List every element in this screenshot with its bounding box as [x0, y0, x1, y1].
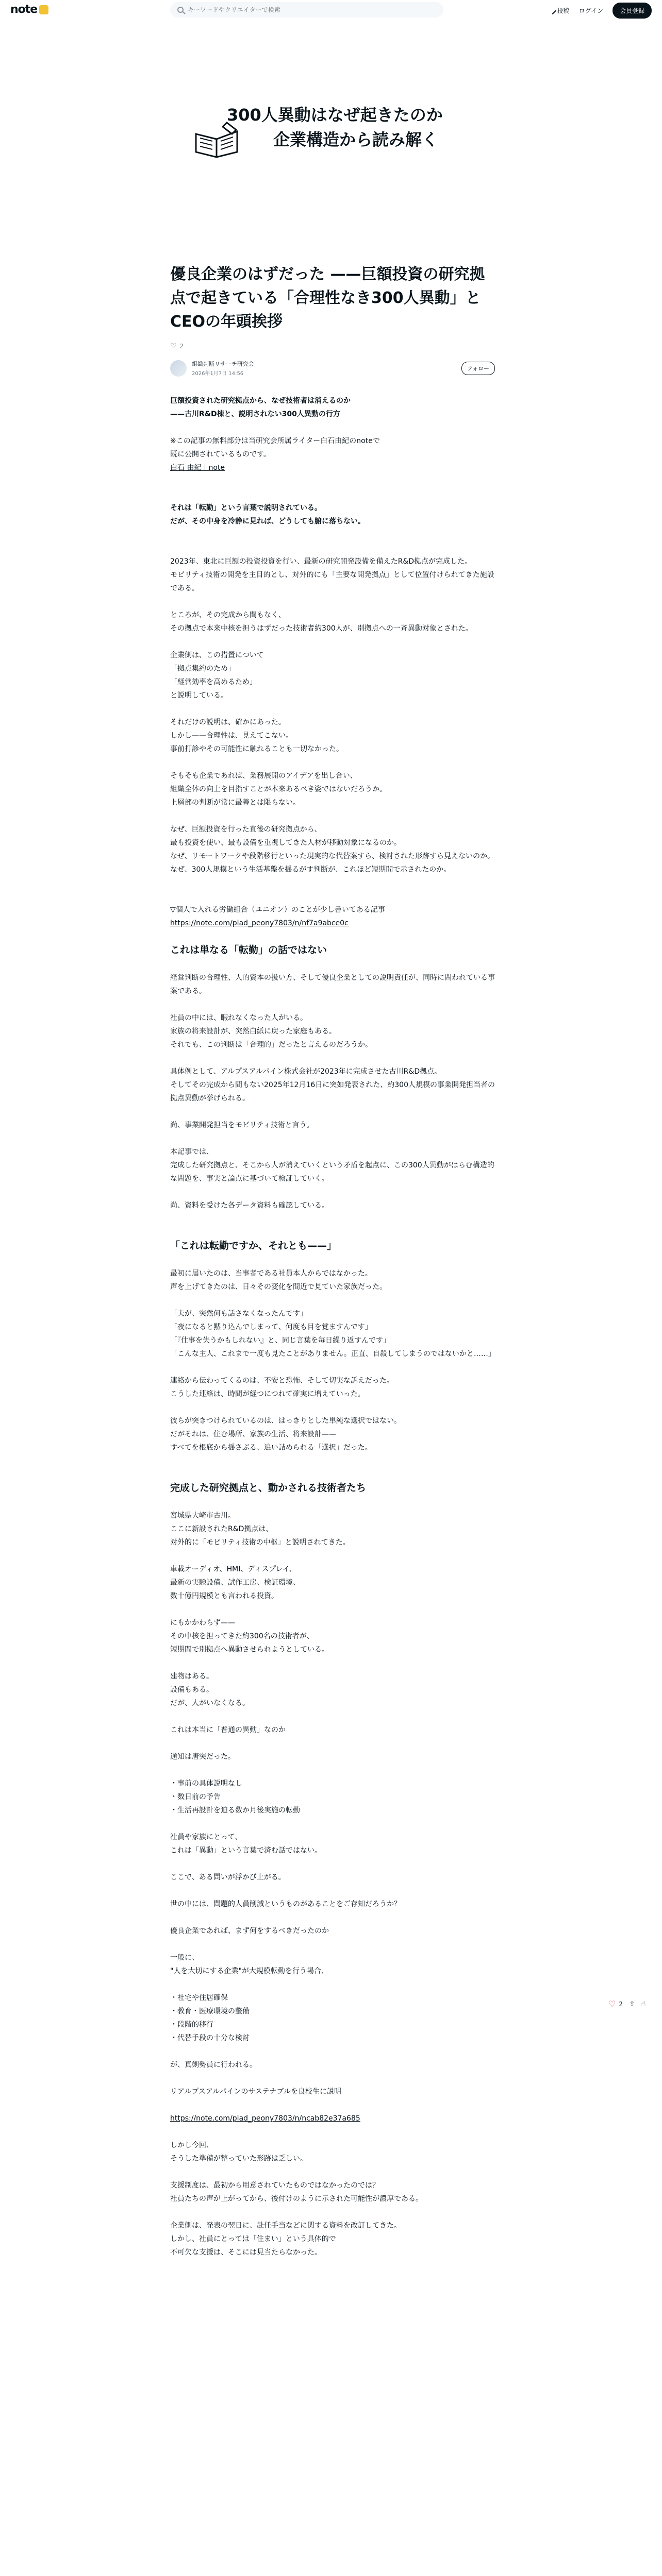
logo-badge-icon: [39, 5, 48, 14]
paragraph-line: 社員や家族にとって、: [170, 1833, 242, 1841]
heart-icon[interactable]: ♡: [170, 342, 177, 350]
follow-button[interactable]: フォロー: [461, 362, 495, 375]
paragraph: [170, 1011, 495, 1052]
like-row: [170, 342, 495, 350]
paragraph: [170, 1924, 495, 1938]
paragraph-line: 事前打診やその可能性に触れることも一切なかった。: [170, 745, 343, 753]
paragraph-line: これは本当に「普通の異動」なのか: [170, 1726, 286, 1734]
paragraph: [170, 1374, 495, 1401]
paragraph-line: にもかかわらず——: [170, 1619, 235, 1627]
paragraph-line: 彼らが突きつけられているのは、はっきりとした単純な選択ではない。: [170, 1417, 401, 1425]
paragraph-line: 連絡から伝わってくるのは、不安と恐怖、そして切実な訴えだった。: [170, 1377, 394, 1385]
paragraph-line: 本記事では、: [170, 1148, 213, 1156]
paragraph-line: 最新の実験設備、試作工房、検証環境、: [170, 1579, 300, 1587]
paragraph: [170, 1777, 495, 1817]
union-link[interactable]: https://note.com/plad_peony7803/n/nf7a9abce0c: [170, 919, 349, 927]
paragraph-line: 短期間で別拠点へ異動させられようとしている。: [170, 1646, 329, 1654]
paragraph-line: 対外的に「モビリティ技術の中枢」と説明されてきた。: [170, 1538, 350, 1547]
lead-heading: ——古川R&D棟と、説明されない300人異動の行方: [170, 410, 340, 418]
paragraph-line: なぜ、300人規模という生活基盤を揺るがす判断が、これほど短期間で示されたのか。: [170, 866, 451, 874]
paragraph: [170, 2179, 495, 2206]
paragraph-line: 尚、資料を受けた各データ資料も確認している。: [170, 1201, 329, 1210]
paragraph-line: 家族の将来設計が、突然白紙に戻った家庭もある。: [170, 1027, 336, 1036]
top-header: [0, 0, 662, 21]
paragraph-line: 不可欠な支援は、そこには見当たらなかった。: [170, 2248, 322, 2257]
header-actions: [550, 3, 652, 19]
paragraph: [170, 2085, 495, 2098]
paragraph-line: しかし——合理性は、見えてこない。: [170, 732, 293, 740]
paragraph-line: ・代替手段の十分な検討: [170, 2034, 250, 2042]
paragraph-line: そしてその完成から間もない2025年12月16日に突如発表された、約300人規模の事業開発担当者の拠点異動が挙げられる。: [170, 1081, 495, 1103]
paragraph-line: 「夫が、突然何も話さなくなったんです」: [170, 1310, 307, 1318]
paragraph-line: 世の中には、問題的人員削減というものがあることをご存知だろうか？: [170, 1900, 401, 1908]
login-link[interactable]: ログイン: [578, 7, 603, 14]
paragraph: [170, 716, 495, 756]
paragraph: [170, 1750, 495, 1764]
union-note: ▽個人で入れる労働組合（ユニオン）のことが少し書いてある記事: [170, 906, 385, 914]
paragraph: [170, 1951, 495, 1978]
paragraph-line: 車載オーディオ、HMI、ディスプレイ、: [170, 1565, 296, 1573]
paragraph-line: 「夜になると黙り込んでしまって、何度も目を覚ますんです」: [170, 1323, 372, 1331]
paragraph-group: [170, 971, 495, 1226]
paragraph-line: 企業側は、発表の翌日に、赴任手当などに関する資料を改訂してきた。: [170, 2222, 401, 2230]
paragraph-line: ここに新設されたR&D拠点は、: [170, 1525, 273, 1533]
paragraph-line: 建物はある。: [170, 1672, 213, 1681]
paragraph-line: 組織全体の向上を目指すことが本来あるべき姿ではないだろうか。: [170, 785, 387, 793]
paragraph-line: ・段階的移行: [170, 2021, 213, 2029]
paragraph: [170, 2058, 495, 2072]
section-heading: 「これは転勤ですか、それとも——」: [170, 1240, 337, 1251]
paragraph-line: 経営判断の合理性、人的資本の扱い方、そして優良企業としての説明責任が、同時に問われている事案である。: [170, 974, 495, 995]
lead-note: 既に公開されているものです。: [170, 450, 271, 459]
paragraph-line: だがそれは、住む場所、家族の生活、将来設計——: [170, 1430, 336, 1438]
share-icon[interactable]: ⇪: [628, 1999, 635, 2008]
paragraph-line: なぜ、巨額投資を行った直後の研究拠点から、: [170, 825, 322, 834]
paragraph-line: それだけの説明は、確かにあった。: [170, 718, 286, 726]
paragraph: [170, 1723, 495, 1737]
floating-actions: [608, 1999, 646, 2009]
paragraph-line: 具体例として、アルプスアルパイン株式会社が2023年に完成させた古川R&D拠点。: [170, 1067, 442, 1076]
like-count: 2: [179, 343, 184, 350]
paragraph-line: これは「異動」という言葉で済む話ではない。: [170, 1846, 322, 1855]
pencil-icon: [549, 7, 556, 14]
paragraph: [170, 823, 495, 876]
paragraph: [170, 1118, 495, 1132]
paragraph: [170, 1670, 495, 1710]
search-input[interactable]: [188, 6, 415, 13]
paragraph-line: 最も投資を使い、最も設備を重視してきた人材が移動対象になるのか。: [170, 839, 401, 847]
logo-text: note: [10, 3, 38, 16]
paragraph: [170, 649, 495, 702]
paragraph: [170, 1267, 495, 1294]
section-heading: これは単なる「転勤」の話ではない: [170, 944, 327, 956]
paragraph: [170, 1871, 495, 1884]
paragraph-group: [170, 1267, 495, 1468]
paragraph-line: 2023年、東北に巨額の投資投資を行い、最新の研究開発設備を備えたR&D拠点が完成した。: [170, 557, 472, 566]
paragraph: [170, 1563, 495, 1603]
paragraph-line: 数十億円規模とも言われる投資。: [170, 1592, 278, 1600]
post-label: 投稿: [557, 7, 570, 14]
paragraph-line: 宮城県大崎市古川。: [170, 1512, 235, 1520]
paragraph-line: が、真剣勢員に行われる。: [170, 2061, 257, 2069]
paragraph-line: ・教育・医療環境の整備: [170, 2007, 250, 2015]
paragraph-line: モビリティ技術の開発を主目的とし、対外的にも「主要な開発拠点」として位置付けられてきた施設である。: [170, 571, 494, 592]
paragraph-line: なぜ、リモートワークや段階移行といった現実的な代替案すら、検討された形跡すら見えないのか。: [170, 852, 495, 860]
paragraph-line: 「拠点集約のため」: [170, 665, 235, 673]
paragraph-line: 企業側は、この措置について: [170, 651, 264, 659]
avatar[interactable]: [170, 360, 187, 377]
paragraph-line: リアルプスアルパインのサステナブルを良校生に説明: [170, 2088, 341, 2096]
paragraph: [170, 1991, 495, 2045]
thumb-icon[interactable]: ☝: [641, 1999, 646, 2008]
paragraph-line: しかし今回、: [170, 2141, 213, 2149]
paragraph-line: 声を上げてきたのは、日々その変化を間近で見ていた家族だった。: [170, 1283, 387, 1291]
lead-heading: 巨額投資された研究拠点から、なぜ技術者は消えるのか: [170, 397, 351, 405]
paragraph-line: すべてを根底から揺さぶる、追い詰められる「選択」だった。: [170, 1444, 372, 1452]
paragraph-line: ここで、ある問いが浮かび上がる。: [170, 1873, 286, 1882]
paragraph: [170, 1065, 495, 1105]
sustainability-link[interactable]: https://note.com/plad_peony7803/n/ncab82e37a685: [170, 2114, 360, 2123]
paragraph-line: 上層部の判断が常に最善とは限らない。: [170, 799, 300, 807]
author-name[interactable]: 組織判断リサーチ研究会: [192, 361, 254, 367]
paragraph: [170, 971, 495, 998]
intro-line: だが、その中身を冷静に見れば、どうしても腑に落ちない。: [170, 517, 365, 526]
paragraph: [170, 1897, 495, 1911]
paragraph-line: 尚、事業開発担当をモビリティ技術と言う。: [170, 1121, 314, 1129]
paragraph: [170, 1414, 495, 1454]
paragraph-line: それでも、この判断は「合理的」だったと言えるのだろうか。: [170, 1041, 372, 1049]
paragraph: [170, 555, 495, 595]
heart-icon[interactable]: ♡: [608, 1999, 616, 2009]
paragraph-line: ・事前の具体説明なし: [170, 1780, 242, 1788]
post-date: 2026年1月7日 14:56: [192, 371, 244, 377]
post-button[interactable]: [550, 6, 570, 15]
paragraph-line: ・社宅や住居確保: [170, 1994, 228, 2002]
paragraph-line: 一般に、: [170, 1954, 199, 1962]
paragraph: [170, 1616, 495, 1656]
paragraph-line: ・生活再設計を迫る数か月後実施の転勤: [170, 1806, 300, 1815]
paragraph-group: [170, 2139, 495, 2273]
paragraph: [170, 769, 495, 809]
paragraph-line: 支援制度は、最初から用意されていたものではなかったのでは？: [170, 2181, 379, 2190]
paragraph: [170, 1509, 495, 1549]
paragraph-line: そうした準備が整っていた形跡は乏しい。: [170, 2155, 307, 2163]
lead-link[interactable]: 白石 由紀｜note: [170, 464, 225, 472]
paragraph: [170, 2139, 495, 2165]
paragraph-line: 社員の中には、暇れなくなった人がいる。: [170, 1014, 307, 1022]
paragraph: [170, 1199, 495, 1212]
article-body: [170, 263, 495, 2273]
intro-line: それは「転勤」という言葉で説明されている。: [170, 504, 322, 512]
section-heading: 完成した研究拠点と、動かされる技術者たち: [170, 1482, 367, 1494]
hero-image: [170, 72, 495, 170]
paragraph-group: [170, 1509, 495, 2112]
paragraph-line: "人を大切にする企業"が大規模転勤を行う場合、: [170, 1967, 328, 1975]
paragraph-line: そもそも企業であれば、業務展開のアイデアを出し合い、: [170, 772, 357, 780]
paragraph: [170, 1831, 495, 1857]
paragraph-line: と説明している。: [170, 691, 228, 700]
note-logo[interactable]: [10, 3, 48, 16]
paragraph: [170, 1145, 495, 1185]
paragraph-line: 「『仕事を失うかもしれない』と、同じ言葉を毎日繰り返すんです」: [170, 1336, 390, 1345]
article-title: 優良企業のはずだった ——巨額投資の研究拠点で起きている「合理性なき300人異動」とCEOの年頭挨拶: [170, 265, 485, 331]
paragraph-line: 最初に届いたのは、当事者である社員本人からではなかった。: [170, 1269, 372, 1278]
paragraph-line: 完成した研究拠点と、そこから人が消えていくという矛盾を起点に、この300人異動がはらむ構造的な問題を、事実と論点に基づいて検証していく。: [170, 1161, 494, 1183]
paragraph-line: 通知は唐突だった。: [170, 1753, 235, 1761]
paragraph-line: しかし、社員にとっては「住まい」という具体的で: [170, 2235, 336, 2243]
side-like-count: 2: [619, 2000, 623, 2008]
paragraph-line: ところが、その完成から間もなく、: [170, 611, 286, 619]
paragraph-line: 「こんな主人、これまで一度も見たことがありません。正直、自殺してしまうのではないかと……」: [170, 1350, 495, 1358]
signup-button[interactable]: 会員登録: [613, 3, 652, 19]
paragraph-line: 「経営効率を高めるため」: [170, 678, 257, 686]
paragraph-group: [170, 555, 495, 890]
lead-section: [170, 394, 495, 555]
author-row: [170, 360, 495, 377]
hero-title-line2: 企業構造から読み解く: [273, 130, 439, 149]
paragraph-line: ・数日前の予告: [170, 1793, 221, 1801]
lead-note: ※この記事の無料部分は当研究会所属ライター白石由紀のnoteで: [170, 437, 380, 445]
paragraph: [170, 1307, 495, 1361]
paragraph-line: その拠点で本来中核を担うはずだった技術者約300人が、別拠点への一斉異動対象とされた。: [170, 624, 473, 633]
paragraph-line: その中核を担ってきた約300名の技術者が、: [170, 1632, 314, 1640]
paragraph: [170, 2219, 495, 2259]
paragraph-line: だが、人がいなくなる。: [170, 1699, 250, 1707]
paragraph-line: 優良企業であれば、まず何をするべきだったのか: [170, 1927, 329, 1935]
hero-title-line1: 300人異動はなぜ起きたのか: [227, 105, 443, 125]
search-icon: [177, 7, 184, 13]
paragraph-line: こうした連絡は、時間が経つにつれて確実に増えていった。: [170, 1390, 365, 1398]
paragraph: [170, 608, 495, 635]
search-bar[interactable]: [170, 2, 443, 18]
paragraph-line: 社員たちの声が上がってから、後付けのように示された可能性が濃厚である。: [170, 2195, 423, 2203]
paragraph-line: 設備もある。: [170, 1686, 213, 1694]
